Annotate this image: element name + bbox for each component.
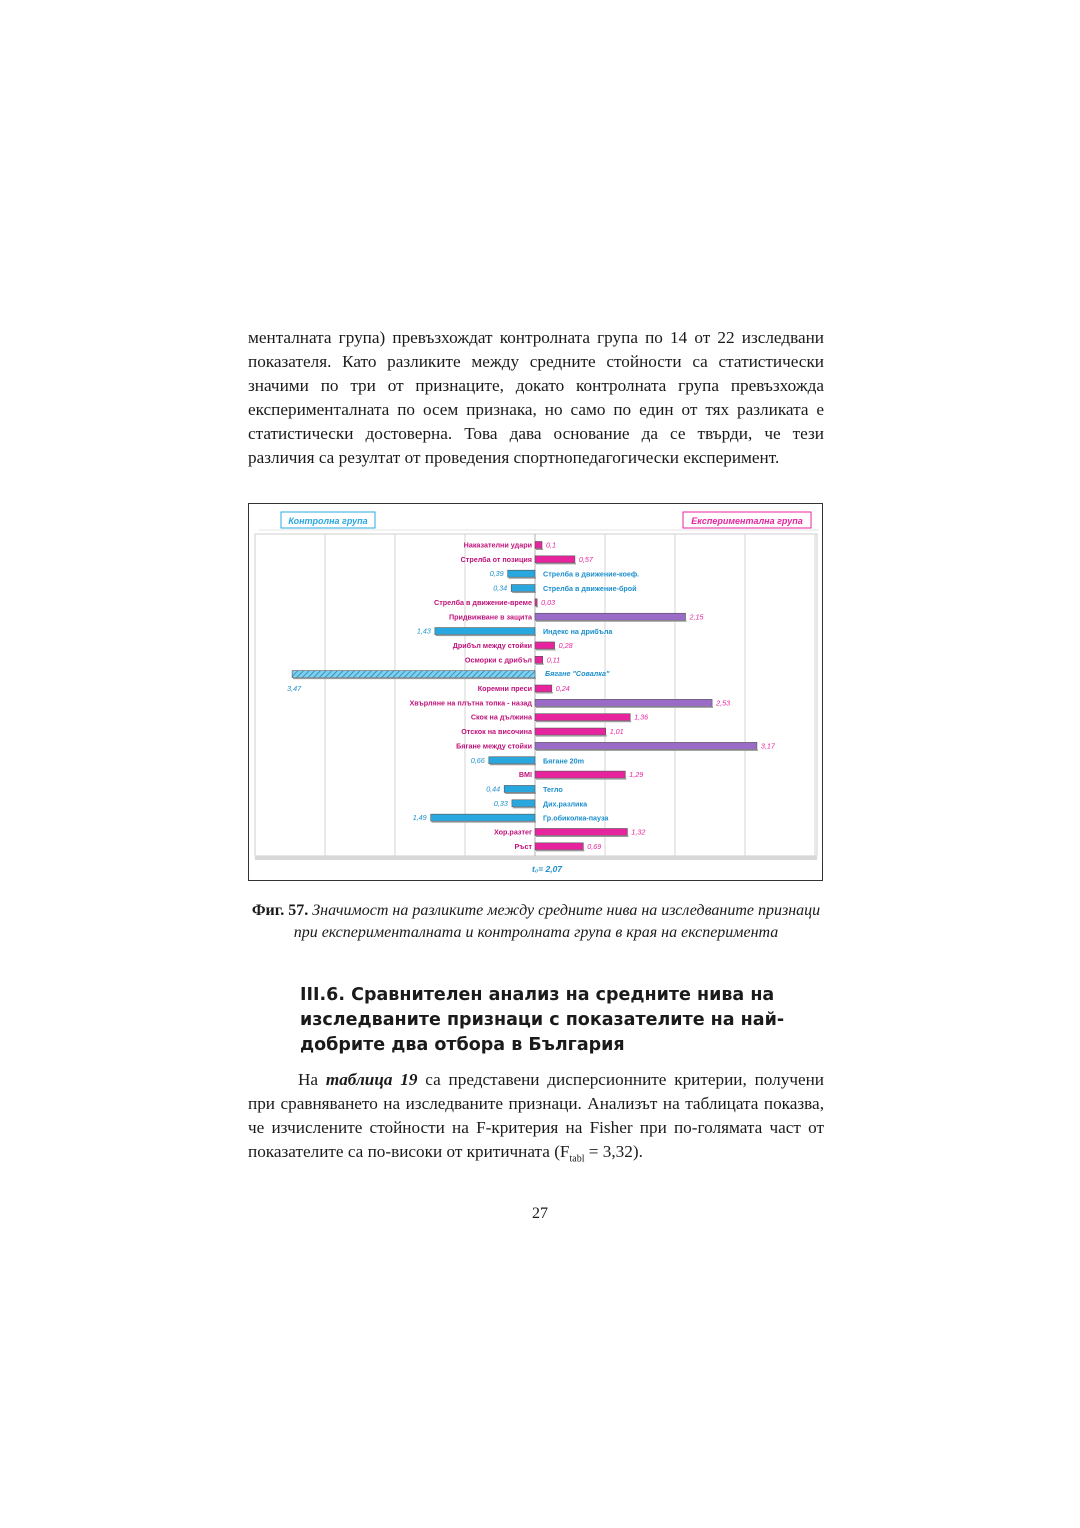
bar — [535, 843, 583, 850]
figure-caption-text: Значимост на разликите между средните нива на изследваните признаци при експерименталната и контролната група в края на експеримента — [293, 902, 821, 941]
bar — [512, 800, 535, 807]
bar — [535, 771, 625, 778]
figure-caption — [248, 900, 824, 944]
table-reference: таблица 19 — [325, 1070, 418, 1089]
category-label: Стрелба в движение-коеф. — [543, 569, 640, 579]
p2-text-a: са представени дисперсионните критерии, получени при сравняването на изследваните признаци. Анализът на таблицата показва, че изчислените стойности на F-критерия на Fisher при по-голямата част от показателите са по-високи от критичната (F — [248, 1070, 825, 1161]
category-label: Отскок на височина — [461, 727, 532, 737]
bar-shadow — [536, 620, 687, 622]
data-label: 0,28 — [558, 640, 573, 650]
bar-shadow — [436, 635, 536, 637]
data-label: 0,66 — [470, 755, 485, 765]
category-label: Стрелба в движение-брой — [543, 584, 637, 594]
data-label: 1,36 — [634, 712, 649, 722]
bar — [535, 613, 686, 620]
data-label: 0,33 — [493, 798, 508, 808]
bar — [535, 599, 537, 606]
bar-shadow — [536, 749, 758, 751]
category-label: BMI — [518, 770, 532, 780]
category-label: Тегло — [543, 784, 563, 794]
bar — [508, 570, 535, 577]
bar-shadow — [536, 778, 626, 780]
data-label: 0,34 — [493, 583, 508, 593]
bar-shadow — [536, 692, 553, 694]
bar-shadow — [536, 549, 543, 551]
data-label: 1,32 — [631, 827, 646, 837]
category-label: Хор.разтег — [493, 827, 532, 837]
legend-control-label: Контролна група — [288, 516, 368, 526]
data-label: 0,24 — [555, 684, 570, 693]
bar-shadow — [536, 706, 713, 708]
category-label: Скок на дължина — [470, 712, 532, 722]
bar — [535, 728, 606, 735]
paragraph-1: менталната група) превъзхождат контролната група по 14 от 22 изследвани показателя. Като разликите между средните стойности са статистически значими по три от признаците, докато контролната група превъзхожда експерименталната по осем признака, но само по един от тях разликата е статистически достоверна. Това дава основание да се твърди, че тези различия са резултат от проведения спортнопедагогически експеримент. — [248, 328, 824, 467]
chart-svg — [249, 504, 822, 880]
bar-shadow — [505, 792, 536, 794]
category-label: Дрибъл между стойки — [452, 640, 532, 650]
figure-57-chart — [248, 503, 823, 881]
category-label: Стрелба от позиция — [460, 554, 532, 564]
bar-shadow — [509, 577, 536, 579]
data-label: 3,17 — [760, 741, 775, 751]
p2-lead: На — [298, 1070, 319, 1089]
data-label: 0,11 — [546, 655, 561, 665]
category-label: Бягане между стойки — [456, 741, 532, 751]
bar-shadow — [536, 735, 607, 737]
bar-shadow — [513, 807, 536, 809]
bar-shadow — [432, 821, 536, 823]
data-label: 0,69 — [587, 841, 602, 851]
legend-experimental-label: Експериментална група — [691, 516, 803, 526]
data-label: 2,15 — [689, 612, 704, 622]
bar-shadow — [293, 678, 536, 680]
figure-label: Фиг. 57. — [251, 902, 309, 919]
data-label: 1,29 — [629, 770, 644, 780]
plot-floor — [255, 856, 817, 860]
paragraph-2 — [248, 1068, 824, 1171]
bar-shadow — [536, 606, 538, 608]
bar — [504, 785, 535, 792]
bar — [535, 742, 757, 749]
data-label: 0,03 — [541, 597, 556, 607]
bar-shadow — [536, 663, 544, 665]
bar-shadow — [536, 563, 576, 565]
bar — [535, 656, 543, 663]
data-label: 0,44 — [486, 784, 501, 794]
data-label: 1,49 — [412, 813, 427, 823]
data-label: 0,39 — [489, 569, 504, 579]
category-label: Гр.обиколка-пауза — [543, 813, 609, 823]
bar-shadow — [512, 592, 536, 594]
bar — [535, 642, 555, 649]
data-label: 1,43 — [416, 626, 431, 636]
bar-shadow — [536, 836, 628, 838]
data-label: 0,1 — [546, 540, 556, 550]
f-subscript: tabl — [569, 1153, 585, 1165]
bar — [535, 699, 712, 706]
category-label: Наказателни удари — [463, 540, 532, 550]
data-label: 2,53 — [716, 698, 731, 708]
bar-shadow — [490, 764, 536, 766]
bar — [535, 556, 575, 563]
bar — [292, 671, 535, 678]
bar — [511, 585, 535, 592]
bar-shadow — [536, 721, 631, 723]
category-label: Стрелба в движение-време — [434, 597, 532, 607]
data-label: 0,57 — [578, 554, 593, 564]
bar — [535, 542, 542, 549]
p2-text-b: = 3,32). — [584, 1142, 643, 1161]
category-label: Бягане "Совалка" — [545, 669, 610, 679]
category-label: Дих.разлика — [543, 799, 588, 809]
bar-shadow — [536, 850, 584, 852]
bar — [489, 757, 535, 764]
category-label: Придвижване в защита — [448, 612, 532, 622]
bar — [535, 714, 630, 721]
bar — [535, 829, 627, 836]
bar — [431, 814, 535, 821]
category-label: Ръст — [514, 841, 532, 851]
data-label: 1,01 — [609, 727, 624, 737]
bar-shadow — [536, 649, 556, 651]
bar — [535, 685, 552, 692]
data-label: 3,47 — [287, 684, 302, 694]
category-label: Осморки с дрибъл — [464, 655, 532, 665]
category-label: Коремни преси — [477, 684, 532, 693]
bar — [435, 628, 535, 635]
x-axis-label: t₀= 2,07 — [531, 864, 563, 874]
category-label: Бягане 20m — [543, 756, 585, 766]
page-number: 27 — [532, 1205, 548, 1222]
section-heading: III.6. Сравнителен анализ на средните нива на изследваните признаци с показателите на най-добрите два отбора в България — [300, 985, 785, 1055]
category-label: Индекс на дрибъла — [543, 627, 613, 637]
category-label: Хвърляне на плътна топка - назад — [409, 698, 532, 708]
